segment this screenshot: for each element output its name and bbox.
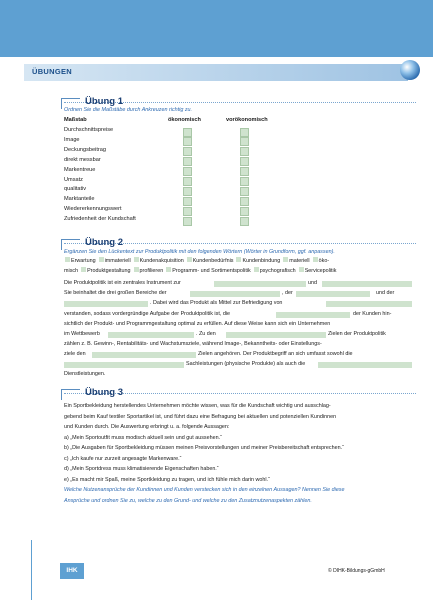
checkbox-preeconomic[interactable] [240,187,249,196]
checkbox-preeconomic[interactable] [240,147,249,156]
ex1-title: Übung 1 [85,96,123,107]
ex3-question-line: Welche Nutzenansprüche der Kundinnen und Kunden verstecken sich in den einzelnen Aussagen? Nennen Sie diese [64,487,345,493]
word-option: Kundenakquisition [139,257,184,264]
ex3-text-line: d) „Mein Sportdress muss klimatisierende Eigenschaften haben.“ [64,466,219,472]
word-option: Programm- und Sortimentspolitik [172,267,251,274]
word-marker [65,257,70,262]
cloze-gap[interactable] [190,291,280,297]
word-option: Kundenbedürfnis [192,257,234,264]
checkbox-preeconomic[interactable] [240,217,249,226]
checkbox-preeconomic[interactable] [240,137,249,146]
cloze-line-3: . Dabei wird das Produkt als Mittel zur Befriedigung von [150,300,283,306]
word-option: misch [64,267,79,274]
word-list-line-2 [64,267,338,275]
checkbox-economic[interactable] [183,177,192,186]
cloze-line-10: Dienstleistungen. [64,371,106,377]
checkbox-economic[interactable] [183,157,192,166]
cloze-gap[interactable] [226,332,326,338]
checkbox-preeconomic[interactable] [240,167,249,176]
cloze-line-5: sichtlich der Produkt- und Programmgestaltung optimal zu erfüllen. Auf diese Weise kann sich ein Unternehmen [64,321,331,327]
checkbox-preeconomic[interactable] [240,177,249,186]
checkbox-economic[interactable] [183,207,192,216]
cloze-gap[interactable] [108,332,194,338]
section-bar [24,64,408,81]
word-option: öko- [318,257,330,264]
th-measure: Maßstab [64,117,87,123]
cloze-text: Zielen der Produktpolitik [328,331,386,337]
cloze-gap[interactable] [318,362,412,368]
checkbox-preeconomic[interactable] [240,207,249,216]
cloze-line-6: im Wettbewerb [64,331,100,337]
section-title: ÜBUNGEN [32,67,73,76]
word-option: Produktgestaltung [87,267,131,274]
cloze-line-7: zählen z. B. Gewinn-, Rentabilitäts- und Wachstumsziele, während Image-, Bekanntheits- oder Einstellungs- [64,341,322,347]
word-marker [166,267,171,272]
word-marker [313,257,318,262]
word-option: immateriell [104,257,131,264]
word-option: psychografisch [259,267,296,274]
word-marker [81,267,86,272]
cloze-gap[interactable] [322,281,412,287]
word-marker [187,257,192,262]
th-preeconomic: vorökonomisch [226,117,268,123]
checkbox-economic[interactable] [183,137,192,146]
checkbox-economic[interactable] [183,187,192,196]
cloze-text: Zielen angehören. Der Produktbegriff an sich umfasst sowohl die [198,351,353,357]
measure-row-label: direkt messbar [64,156,101,163]
checkbox-preeconomic[interactable] [240,197,249,206]
word-option: Servicepolitik [304,267,337,274]
globe-icon [400,60,420,80]
word-marker [134,257,139,262]
ex2-task: Ergänzen Sie den Lückentext zur Produktpolitik mit den folgenden Wörtern (Wörter in Grundform, ggf. anpassen). [64,249,335,255]
word-marker [134,267,139,272]
measure-row-label: qualitativ [64,186,87,193]
word-list-line-1 [64,257,331,265]
word-marker [299,267,304,272]
cloze-text: . Zu den [196,331,216,337]
cloze-gap[interactable] [64,362,184,368]
cloze-line-8: ziele den [64,351,86,357]
word-marker [283,257,288,262]
checkbox-economic[interactable] [183,197,192,206]
ihk-logo: IHK [60,563,84,579]
word-option: Erwartung [71,257,96,264]
cloze-text: und [308,280,317,286]
ex3-question-line: Ansprüche und ordnen Sie zu, welche zu den Grund- und welche zu den Zusatznutzenaspekten zählen. [64,497,312,504]
checkbox-preeconomic[interactable] [240,128,249,137]
ex3-title: Übung 3 [85,387,123,398]
footer-line [31,540,32,600]
cloze-line-9: Sachleistungen (physische Produkte) als auch die [186,361,306,367]
word-option: Kundenbindung [242,257,281,264]
checkbox-economic[interactable] [183,167,192,176]
ex3-text-line: gebend beim Kauf textiler Sportartikel ist, und führt dazu eine Befragung bei aktuellen und potenziellen Kundinnen [64,413,337,420]
cloze-gap[interactable] [276,312,350,318]
cloze-text: und der [376,290,395,296]
ex3-text-line: und Kunden durch. Die Auswertung erbringt u. a. folgende Aussagen: [64,424,230,430]
cloze-line-4: verstanden, sodass vordergründige Aufgabe der Produktpolitik ist, die [64,311,231,317]
word-option: profilieren [139,267,164,274]
measure-row-label: Marktanteile [64,196,95,203]
measure-row-label: Durchschnittspreise [64,127,114,133]
checkbox-economic[interactable] [183,147,192,156]
ex3-text-line: c) „Ich kaufe nur zurzeit angesagte Markenware.“ [64,455,182,462]
word-marker [254,267,259,272]
word-marker [99,257,104,262]
cloze-gap[interactable] [92,352,196,358]
copyright: © DIHK-Bildungs-gGmbH [328,568,385,574]
measure-row-label: Image [64,136,80,143]
ex3-text-line: b) „Die Ausgaben für Sportbekleidung müssen meinen Preisvorstellungen und meiner Preisbereitschaft entsprechen.“ [64,445,344,451]
cloze-gap[interactable] [214,281,306,287]
measure-row-label: Umsatz [64,176,83,183]
cloze-text: , der [282,290,293,296]
th-economic: ökonomisch [168,117,201,123]
bracket-decoration [61,389,80,400]
checkbox-preeconomic[interactable] [240,157,249,166]
measure-row-label: Deckungsbeitrag [64,146,106,153]
cloze-gap[interactable] [296,291,370,297]
measure-row-label: Markentreue [64,166,96,173]
checkbox-economic[interactable] [183,128,192,137]
ex3-text-line: Ein Sportbekleidung herstellendes Unternehmen möchte wissen, was für die Kundschaft wichtig und ausschlag- [64,403,331,409]
cloze-line-1: Die Produktpolitik ist ein zentrales Instrument zur [64,280,181,286]
cloze-gap[interactable] [64,301,148,307]
cloze-line-2: Sie beinhaltet die drei großen Bereiche der [64,290,167,296]
measure-row-label: Wiedererkennungswert [64,206,122,213]
cloze-gap[interactable] [326,301,412,307]
word-marker [236,257,241,262]
word-option: materiell [289,257,310,264]
checkbox-economic[interactable] [183,217,192,226]
measure-row-label: Zufriedenheit der Kundschaft [64,216,136,223]
ex1-task: Ordnen Sie die Maßstäbe durch Ankreuzen richtig zu. [64,107,193,113]
ex2-title: Übung 2 [85,237,123,248]
ex3-text-line: a) „Mein Sportoutfit muss modisch aktuell sein und gut aussehen.“ [64,434,222,441]
header-band [0,0,433,57]
cloze-text: der Kunden hin- [353,311,392,317]
ex3-text-line: e) „Es macht mir Spaß, meine Sportkleidung zu tragen, und ich fühle mich darin wohl.“ [64,476,270,483]
